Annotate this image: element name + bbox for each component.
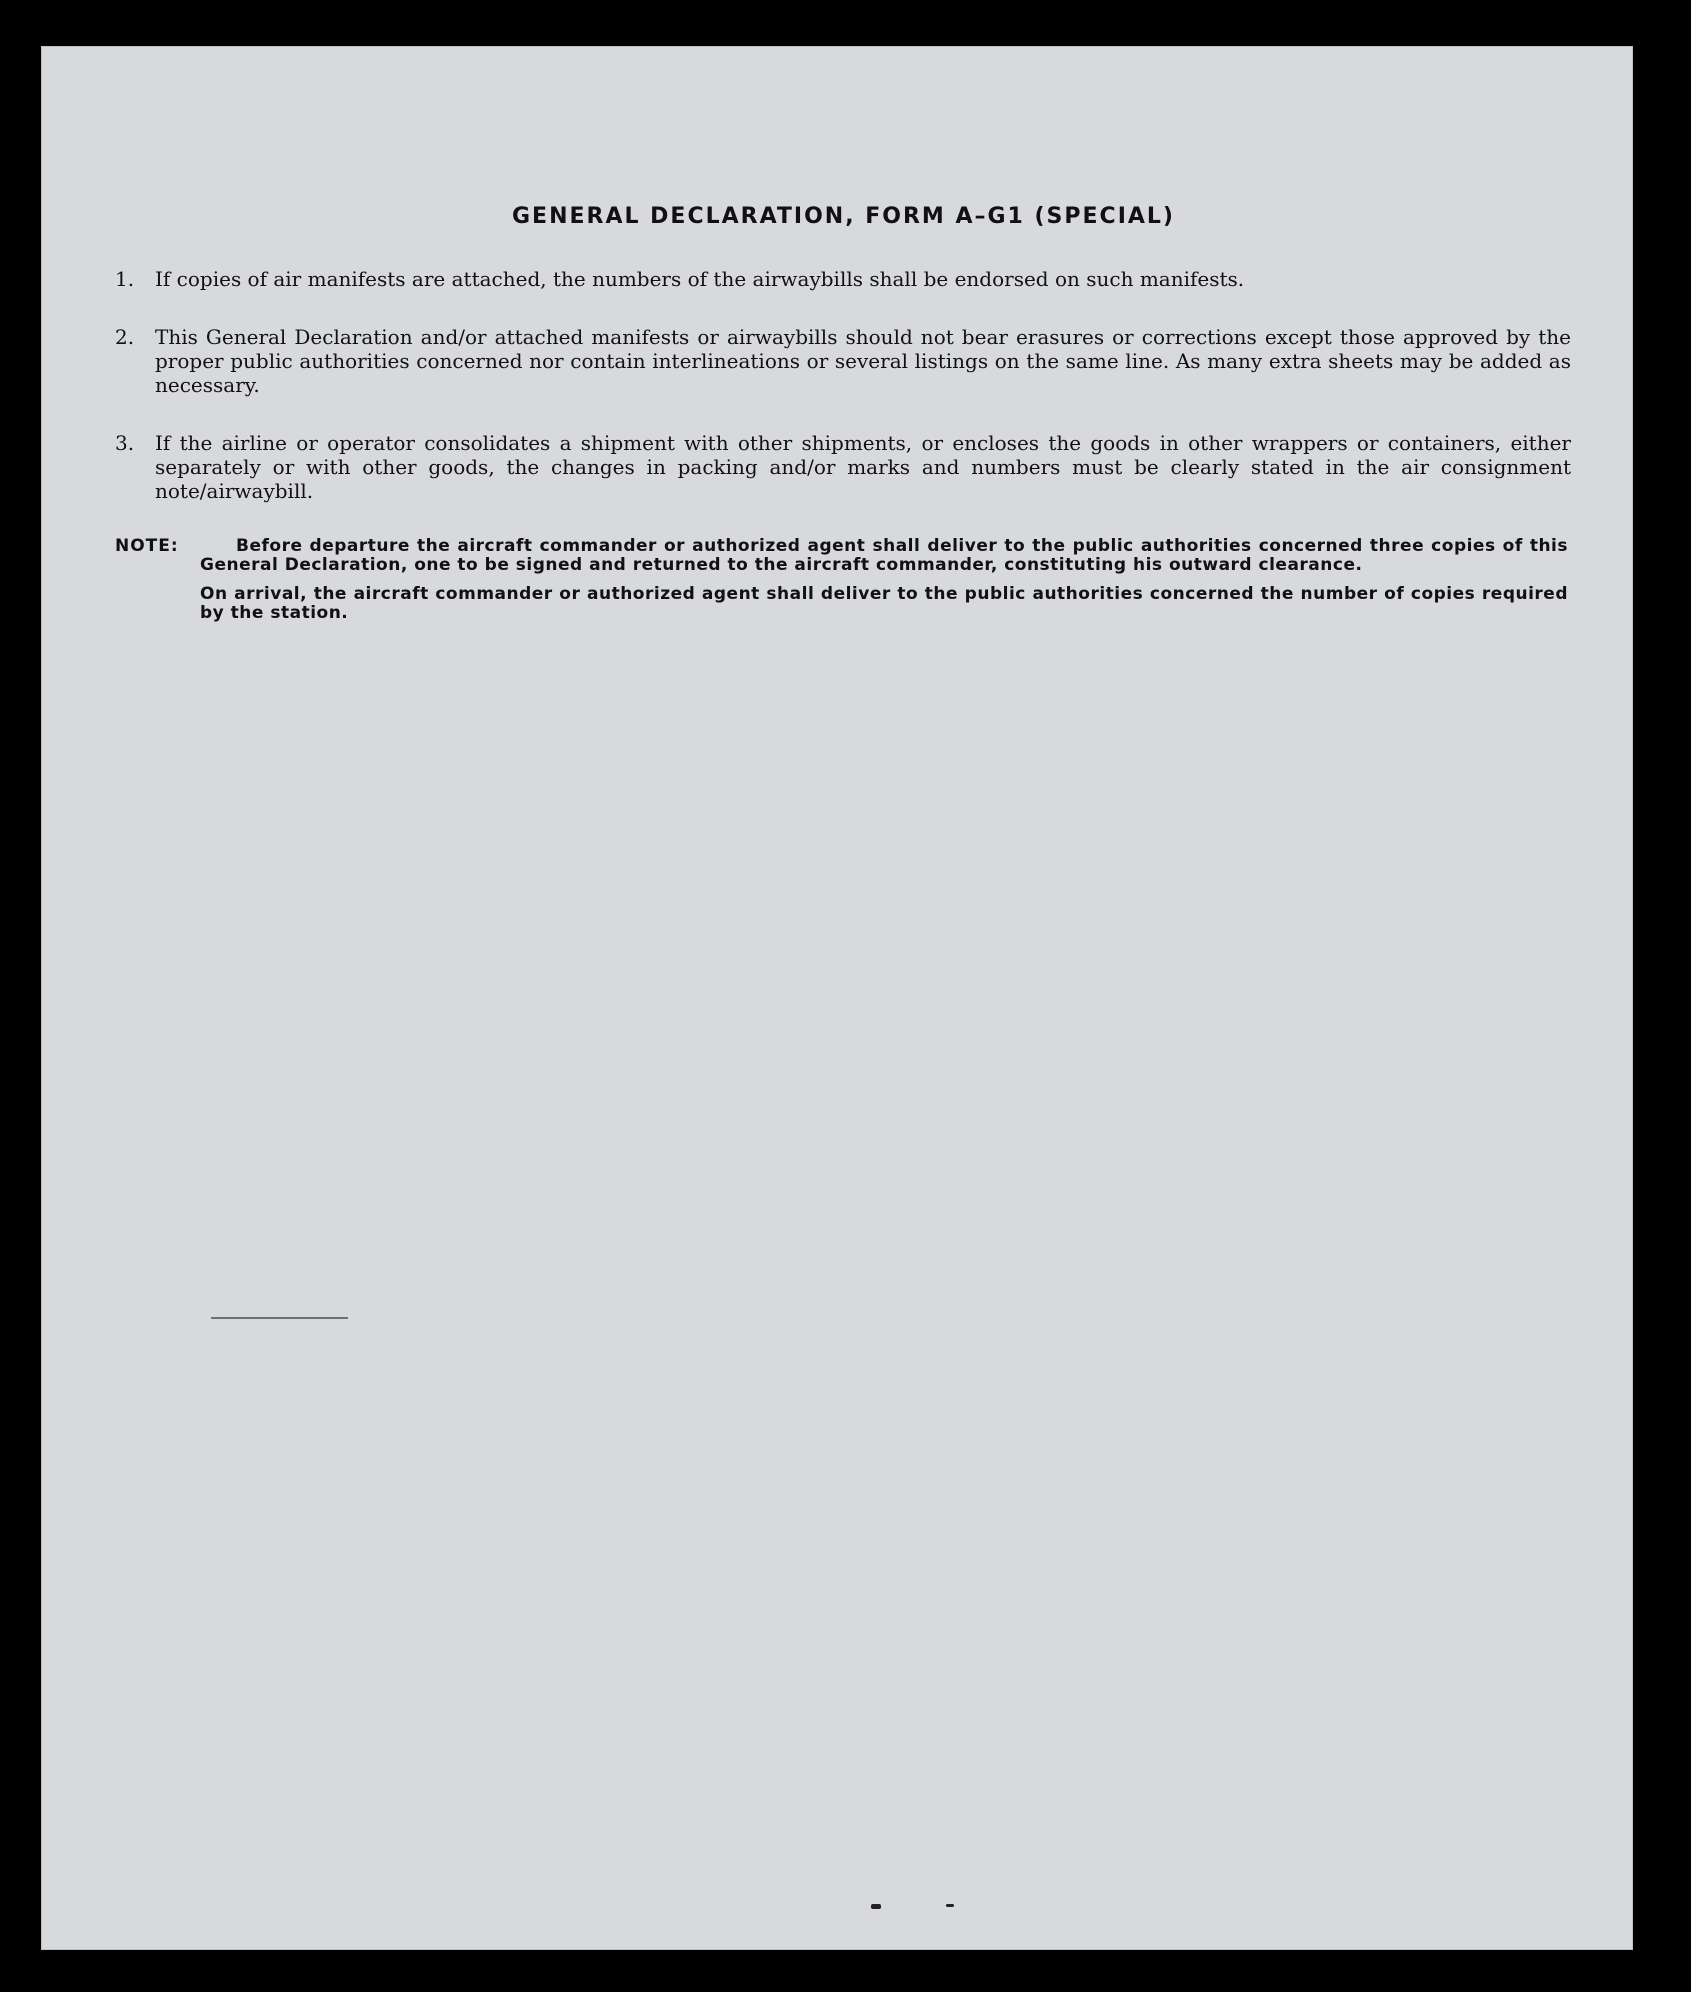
instruction-number: 1. bbox=[115, 267, 135, 291]
note-section bbox=[111, 537, 1576, 633]
scan-speck-mark bbox=[946, 1904, 954, 1907]
document-page bbox=[41, 46, 1633, 1950]
instruction-item-1 bbox=[111, 267, 1576, 291]
note-paragraph-arrival: On arrival, the aircraft commander or authorized agent shall deliver to the public authorities concerned the number of copies required by the station. bbox=[200, 584, 1568, 623]
instruction-text: This General Declaration and/or attached manifests or airwaybills should not bear erasures or corrections except those approved by the proper public authorities concerned nor contain interlineations or several listings on the same line. As many extra sheets may be added as necessary. bbox=[155, 325, 1571, 397]
scan-smudge-mark bbox=[211, 1317, 348, 1319]
scan-speck-mark bbox=[871, 1904, 881, 1909]
instructions-list bbox=[111, 267, 1576, 503]
note-body bbox=[200, 537, 1576, 633]
instruction-number: 3. bbox=[115, 431, 135, 455]
instruction-item-3 bbox=[111, 431, 1576, 503]
instruction-text: If copies of air manifests are attached, the numbers of the airwaybills shall be endorsed on such manifests. bbox=[155, 267, 1245, 291]
note-label: NOTE: bbox=[115, 536, 179, 556]
instruction-item-2 bbox=[111, 325, 1576, 397]
document-title: GENERAL DECLARATION, FORM A–G1 (SPECIAL) bbox=[512, 204, 1175, 229]
note-paragraph-departure: Before departure the aircraft commander or authorized agent shall deliver to the public authorities concerned three copies of this General Declaration, one to be signed and returned to the aircraft commander, constituting his outward clearance. bbox=[200, 536, 1568, 575]
document-content bbox=[111, 204, 1576, 633]
instruction-number: 2. bbox=[115, 325, 135, 349]
instruction-text: If the airline or operator consolidates a shipment with other shipments, or encloses the goods in other wrappers or containers, either separately or with other goods, the changes in packing and/or marks and numbers must be clearly stated in the air consignment note/airwaybill. bbox=[155, 431, 1571, 503]
